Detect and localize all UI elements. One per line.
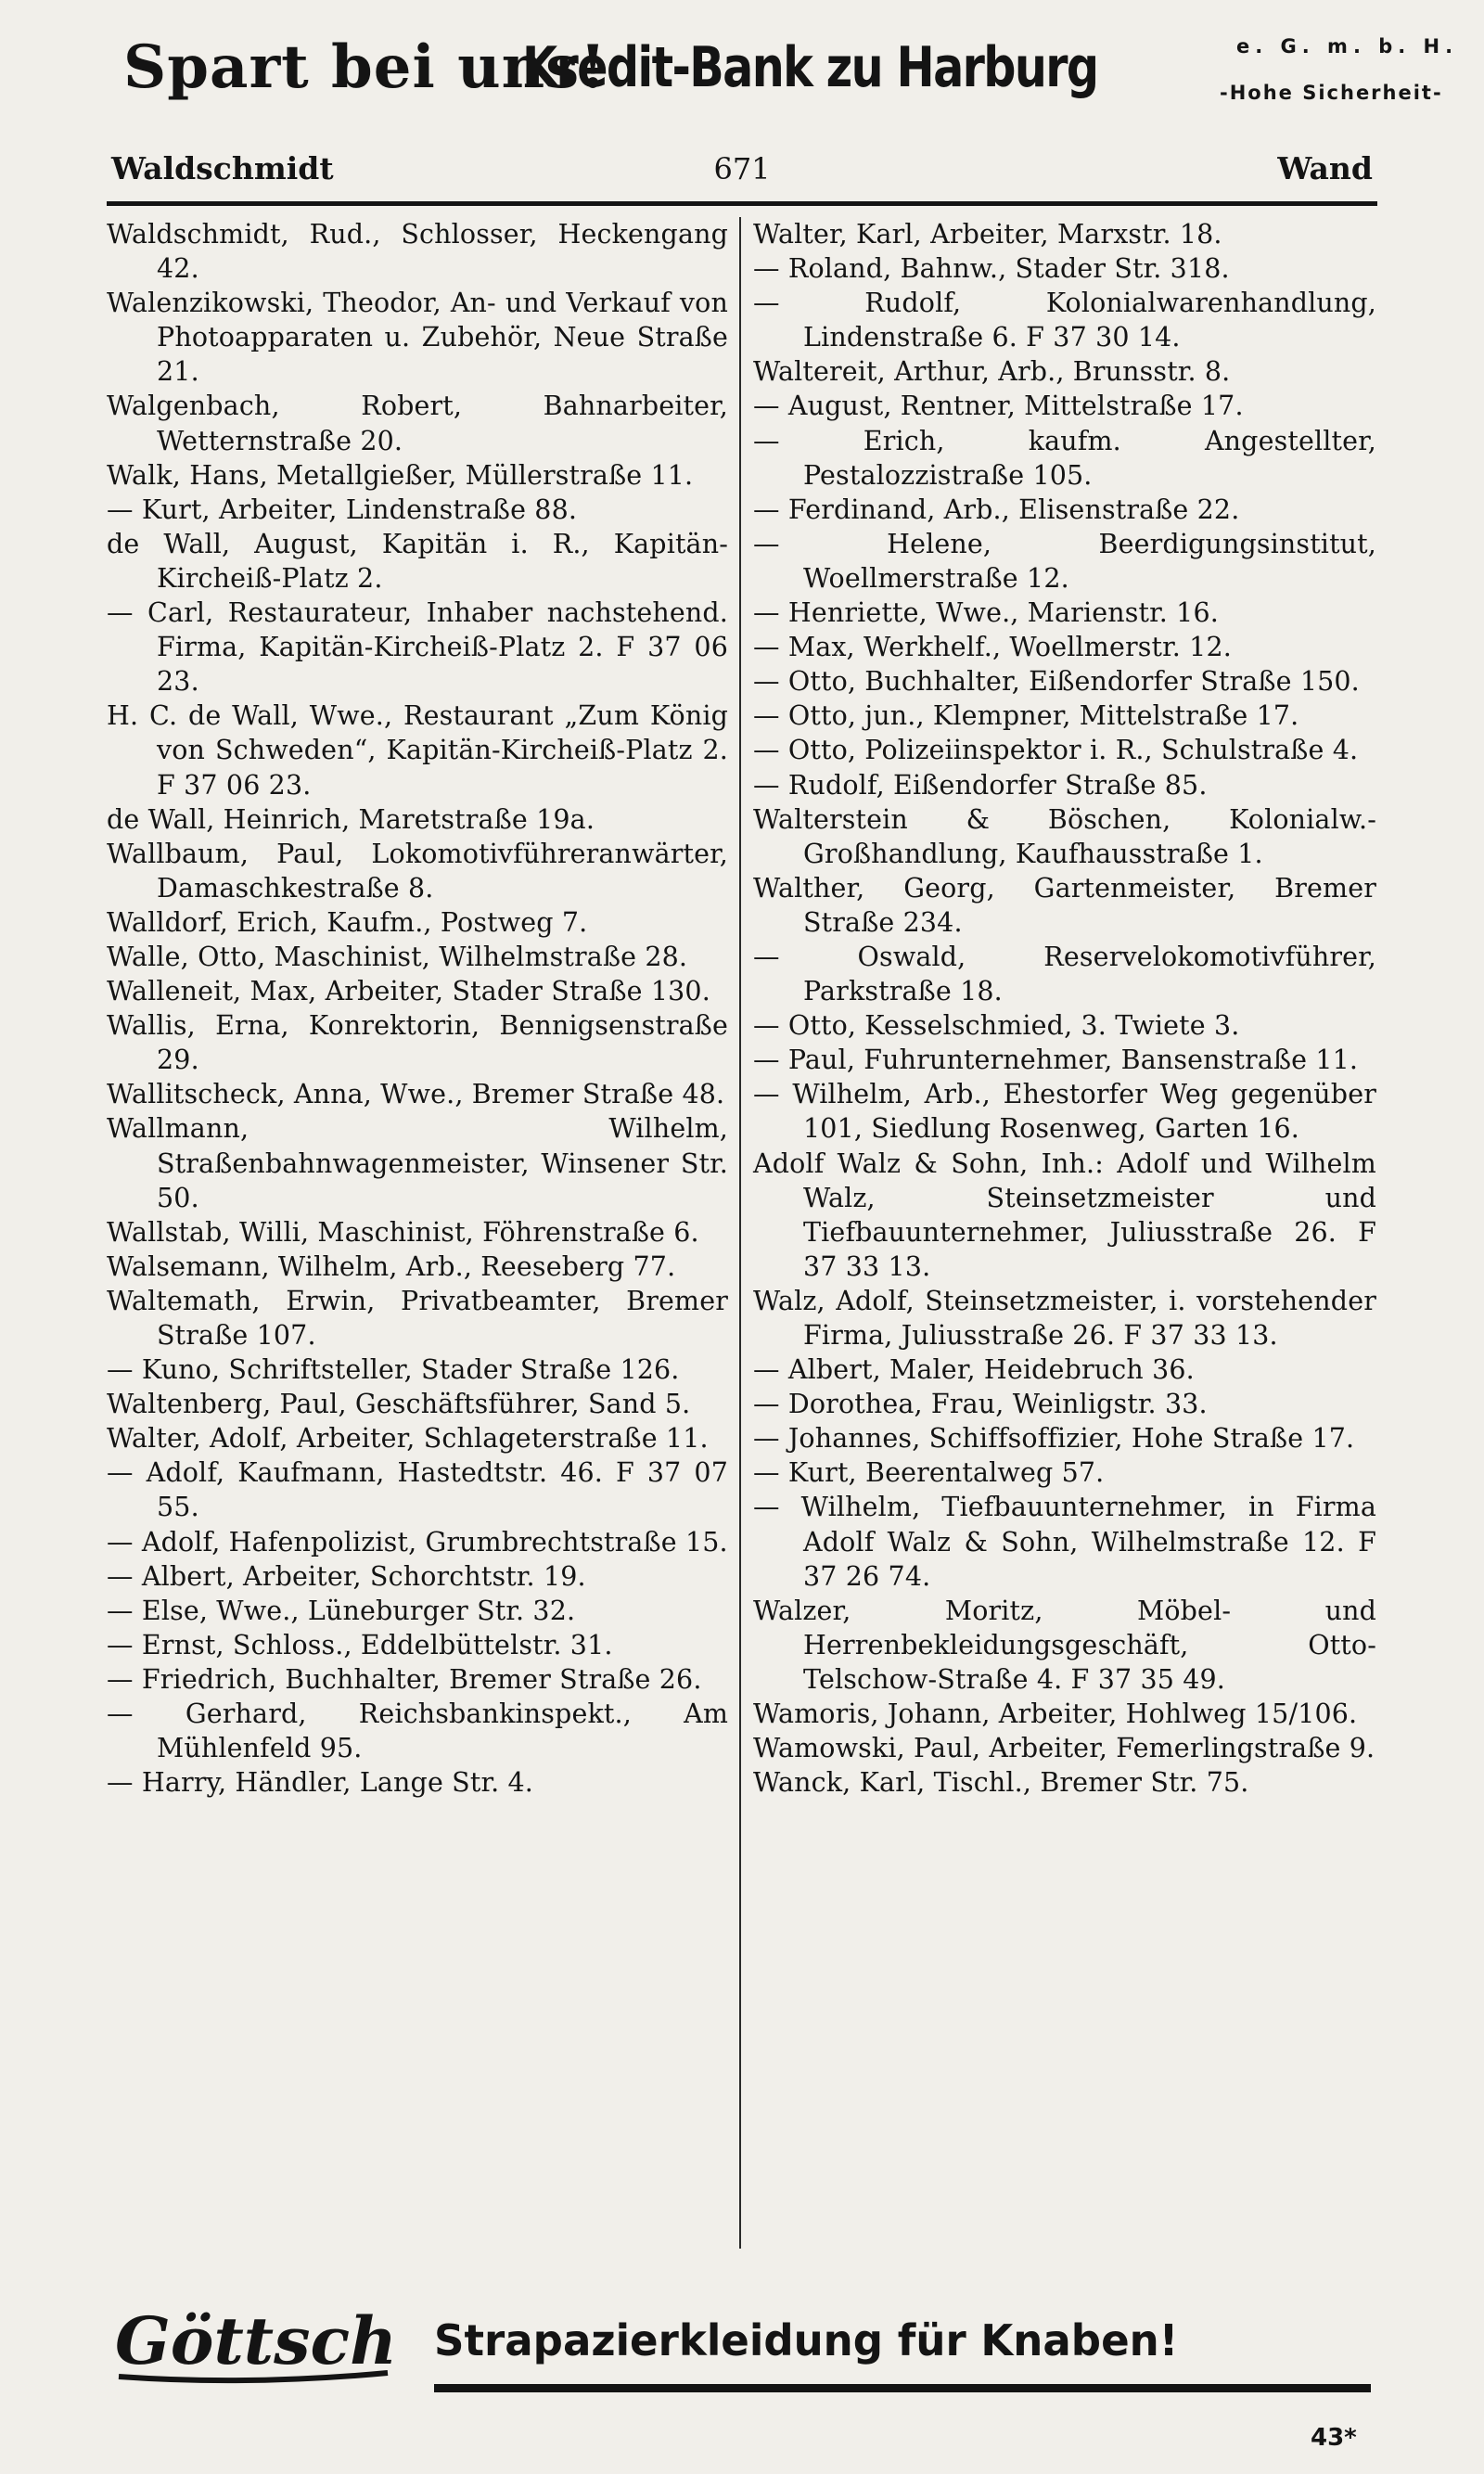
- directory-entry: [107, 1250, 728, 1284]
- directory-entry: [753, 493, 1376, 527]
- entry-text: — Otto, jun., Klempner, Mittelstraße 17.: [753, 700, 1299, 732]
- entry-text: Walenzikowski, Theodor, An- und Verkauf von Photoapparaten u. Zubehör, Neue Straße 21.: [107, 288, 728, 388]
- directory-entry: [107, 837, 728, 905]
- entry-text: H. C. de Wall, Wwe., Restaurant „Zum König von Schweden“, Kapitän-Kircheiß-Platz 2. F 37 06 23.: [107, 700, 728, 801]
- directory-entry: [107, 458, 728, 493]
- directory-entry: [107, 974, 728, 1008]
- right-column: [753, 217, 1376, 2272]
- entry-text: — Gerhard, Reichsbankinspekt., Am Mühlenfeld 95.: [107, 1698, 728, 1764]
- entry-text: Walldorf, Erich, Kaufm., Postweg 7.: [107, 906, 588, 938]
- directory-entry: [107, 1662, 728, 1697]
- entry-text: — Henriette, Wwe., Marienstr. 16.: [753, 597, 1219, 629]
- directory-entry: [753, 630, 1376, 664]
- directory-entry: [107, 1697, 728, 1765]
- ad-slogan: Spart bei uns!: [123, 32, 608, 102]
- entry-text: Wamoris, Johann, Arbeiter, Hohlweg 15/106.: [753, 1698, 1358, 1730]
- directory-entry: [107, 1111, 728, 1214]
- left-column: [107, 217, 728, 2272]
- entry-text: Waltereit, Arthur, Arb., Brunsstr. 8.: [753, 356, 1231, 388]
- entry-text: — August, Rentner, Mittelstraße 17.: [753, 391, 1244, 422]
- directory-entry: [107, 1284, 728, 1352]
- directory-entry: [753, 802, 1376, 871]
- directory-entry: [107, 1455, 728, 1524]
- entry-text: — Kurt, Beerentalweg 57.: [753, 1457, 1105, 1489]
- directory-entry: [753, 1765, 1376, 1800]
- directory-entry: [753, 1421, 1376, 1455]
- entry-text: Waltenberg, Paul, Geschäftsführer, Sand 5.: [107, 1389, 691, 1420]
- directory-entry: [107, 217, 728, 286]
- directory-entry: [107, 940, 728, 974]
- entry-text: Walther, Georg, Gartenmeister, Bremer Straße 234.: [753, 872, 1376, 938]
- directory-entry: [753, 1352, 1376, 1387]
- directory-entry: [753, 1008, 1376, 1043]
- entry-text: — Kuno, Schriftsteller, Stader Straße 126.: [107, 1354, 680, 1386]
- entry-text: — Johannes, Schiffsoffizier, Hohe Straße 17.: [753, 1423, 1355, 1455]
- directory-entry: [107, 1765, 728, 1800]
- entry-text: — Harry, Händler, Lange Str. 4.: [107, 1767, 533, 1799]
- directory-entry: [107, 1559, 728, 1594]
- bottom-advertisement: [109, 2291, 1375, 2403]
- entry-text: — Otto, Buchhalter, Eißendorfer Straße 150.: [753, 666, 1360, 698]
- entry-text: — Wilhelm, Tiefbauunternehmer, in Firma Adolf Walz & Sohn, Wilhelmstraße 12. F 37 26 74.: [753, 1492, 1376, 1592]
- directory-entry: [107, 1387, 728, 1421]
- directory-entry: [753, 1455, 1376, 1490]
- entry-text: — Carl, Restaurateur, Inhaber nachstehend. Firma, Kapitän-Kircheiß-Platz 2. F 37 06 23.: [107, 597, 728, 698]
- entry-text: Walz, Adolf, Steinsetzmeister, i. vorstehender Firma, Juliusstraße 26. F 37 33 13.: [753, 1285, 1376, 1351]
- directory-entry: [107, 1352, 728, 1387]
- entry-text: de Wall, August, Kapitän i. R., Kapitän-Kircheiß-Platz 2.: [107, 528, 728, 594]
- sheet-signature: 43*: [1311, 2424, 1357, 2452]
- running-header: [111, 141, 1373, 197]
- entry-text: — Albert, Maler, Heidebruch 36.: [753, 1354, 1195, 1386]
- directory-entry: [753, 1077, 1376, 1146]
- entry-text: Walterstein & Böschen, Kolonialw.-Großhandlung, Kaufhausstraße 1.: [753, 803, 1376, 869]
- entry-text: Wanck, Karl, Tischl., Bremer Str. 75.: [753, 1767, 1249, 1799]
- entry-text: — Rudolf, Eißendorfer Straße 85.: [753, 769, 1208, 801]
- directory-entry: [107, 1077, 728, 1111]
- ad-legal-form: e. G. m. b. H.: [1236, 35, 1459, 58]
- page-number: 671: [713, 151, 771, 186]
- directory-entry: [753, 1731, 1376, 1765]
- directory-entry: [753, 1284, 1376, 1352]
- directory-entry: [753, 354, 1376, 389]
- entry-text: Walzer, Moritz, Möbel- und Herrenbekleidungsgeschäft, Otto-Telschow-Straße 4. F 37 35 49.: [753, 1595, 1376, 1695]
- directory-entry: [753, 940, 1376, 1008]
- directory-entry: [753, 217, 1376, 251]
- entry-text: — Kurt, Arbeiter, Lindenstraße 88.: [107, 494, 578, 525]
- directory-entry: [753, 664, 1376, 699]
- directory-entry: [107, 1594, 728, 1628]
- directory-entry: [753, 733, 1376, 767]
- entry-text: — Ernst, Schloss., Eddelbüttelstr. 31.: [107, 1629, 613, 1660]
- directory-entry: [107, 1008, 728, 1077]
- bottom-ad-rule: [434, 2384, 1371, 2392]
- entry-text: — Erich, kaufm. Angestellter, Pestalozzistraße 105.: [753, 425, 1376, 491]
- entry-text: Walgenbach, Robert, Bahnarbeiter, Wetternstraße 20.: [107, 391, 728, 456]
- entry-text: Walleneit, Max, Arbeiter, Stader Straße 130.: [107, 976, 710, 1007]
- entry-text: — Dorothea, Frau, Weinligstr. 33.: [753, 1389, 1208, 1420]
- directory-entry: [107, 1215, 728, 1250]
- directory-entry: [107, 1628, 728, 1662]
- directory-entry: [753, 389, 1376, 423]
- entry-text: — Adolf, Kaufmann, Hastedtstr. 46. F 37 07 55.: [107, 1457, 728, 1523]
- entry-text: Wallitscheck, Anna, Wwe., Bremer Straße 48.: [107, 1079, 725, 1110]
- entry-text: — Wilhelm, Arb., Ehestorfer Weg gegenüber 101, Siedlung Rosenweg, Garten 16.: [753, 1079, 1376, 1145]
- directory-entry: [753, 596, 1376, 630]
- entry-text: — Friedrich, Buchhalter, Bremer Straße 26.: [107, 1663, 702, 1695]
- goettsch-logo: [109, 2297, 397, 2390]
- entry-text: Wallmann, Wilhelm, Straßenbahnwagenmeister, Winsener Str. 50.: [107, 1113, 728, 1213]
- entry-text: — Rudolf, Kolonialwarenhandlung, Lindenstraße 6. F 37 30 14.: [753, 288, 1376, 353]
- directory-entry: [107, 699, 728, 801]
- header-first-entry: Waldschmidt: [111, 150, 334, 186]
- directory-entry: [107, 596, 728, 699]
- ad-tagline: -Hohe Sicherheit-: [1220, 82, 1443, 104]
- entry-text: Wallis, Erna, Konrektorin, Bennigsenstraße 29.: [107, 1010, 728, 1076]
- entry-text: — Roland, Bahnw., Stader Str. 318.: [753, 253, 1230, 285]
- entry-text: Walter, Karl, Arbeiter, Marxstr. 18.: [753, 219, 1222, 250]
- entry-text: — Otto, Polizeiinspektor i. R., Schulstraße 4.: [753, 735, 1359, 766]
- ad-bank-name: Kredit-Bank zu Harburg: [522, 35, 1098, 100]
- directory-entry: [753, 871, 1376, 940]
- entry-text: — Otto, Kesselschmied, 3. Twiete 3.: [753, 1010, 1240, 1042]
- entry-text: Walk, Hans, Metallgießer, Müllerstraße 11.: [107, 459, 694, 491]
- directory-entry: [107, 1525, 728, 1559]
- entry-text: — Max, Werkhelf., Woellmerstr. 12.: [753, 632, 1232, 663]
- directory-entry: [107, 389, 728, 457]
- directory-entry: [753, 527, 1376, 596]
- entry-text: — Albert, Arbeiter, Schorchtstr. 19.: [107, 1560, 586, 1592]
- directory-entry: [107, 493, 728, 527]
- directory-entry: [753, 768, 1376, 802]
- directory-entry: [753, 1697, 1376, 1731]
- entry-text: — Else, Wwe., Lüneburger Str. 32.: [107, 1595, 576, 1626]
- column-divider: [739, 217, 741, 2249]
- directory-entry: [107, 286, 728, 389]
- directory-entry: [753, 286, 1376, 354]
- header-last-entry: Wand: [1277, 150, 1373, 186]
- entry-text: Waldschmidt, Rud., Schlosser, Heckengang 42.: [107, 219, 728, 285]
- directory-entry: [107, 527, 728, 596]
- entry-text: Walle, Otto, Maschinist, Wilhelmstraße 28.: [107, 941, 688, 972]
- directory-entry: [107, 905, 728, 940]
- entry-text: de Wall, Heinrich, Maretstraße 19a.: [107, 803, 595, 835]
- directory-entry: [753, 1387, 1376, 1421]
- entry-text: — Oswald, Reservelokomotivführer, Parkstraße 18.: [753, 941, 1376, 1007]
- entry-text: Waltemath, Erwin, Privatbeamter, Bremer Straße 107.: [107, 1285, 728, 1351]
- directory-entry: [753, 1147, 1376, 1284]
- entry-text: — Ferdinand, Arb., Elisenstraße 22.: [753, 494, 1240, 525]
- header-rule: [107, 201, 1377, 206]
- svg-text:Göttsch: Göttsch: [115, 2302, 397, 2379]
- entry-text: — Adolf, Hafenpolizist, Grumbrechtstraße 15.: [107, 1526, 728, 1557]
- entry-text: Wamowski, Paul, Arbeiter, Femerlingstraße 9.: [753, 1733, 1375, 1764]
- entry-text: Walsemann, Wilhelm, Arb., Reeseberg 77.: [107, 1250, 676, 1282]
- entry-text: Wallbaum, Paul, Lokomotivführeranwärter, Damaschkestraße 8.: [107, 838, 728, 904]
- directory-entry: [107, 1421, 728, 1455]
- directory-entry: [753, 424, 1376, 493]
- entry-text: Wallstab, Willi, Maschinist, Föhrenstraße 6.: [107, 1216, 699, 1248]
- entry-text: Adolf Walz & Sohn, Inh.: Adolf und Wilhelm Walz, Steinsetzmeister und Tiefbauunternehmer, Juliusstraße 26. F 37 33 13.: [753, 1147, 1376, 1282]
- directory-entry: [753, 1490, 1376, 1593]
- entry-text: — Helene, Beerdigungsinstitut, Woellmerstraße 12.: [753, 528, 1376, 594]
- directory-entry: [753, 1043, 1376, 1077]
- entry-text: Walter, Adolf, Arbeiter, Schlageterstraße 11.: [107, 1423, 709, 1455]
- directory-entry: [753, 699, 1376, 733]
- directory-entry: [107, 802, 728, 837]
- bottom-ad-slogan: Strapazierkleidung für Knaben!: [434, 2315, 1179, 2365]
- directory-entry: [753, 1594, 1376, 1697]
- entry-text: — Paul, Fuhrunternehmer, Bansenstraße 11.: [753, 1045, 1359, 1076]
- top-advertisement: [107, 17, 1459, 119]
- directory-entry: [753, 251, 1376, 286]
